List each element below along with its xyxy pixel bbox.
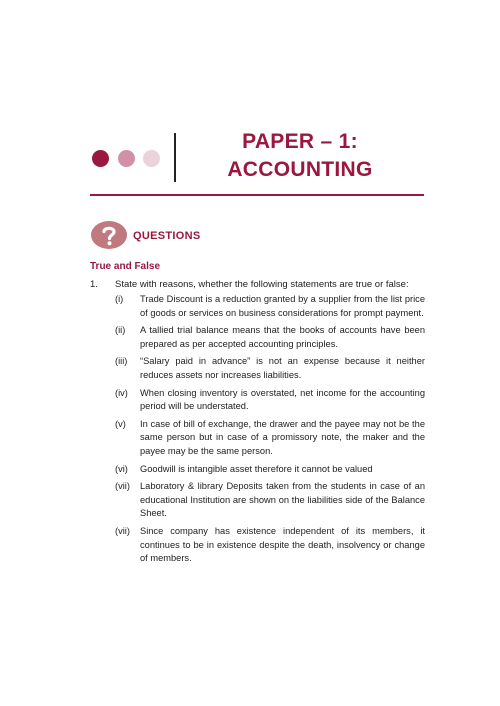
item-text: Trade Discount is a reduction granted by a supplier from the list price of goods or services on business considerations for prompt payment. [140,294,425,318]
question-mark-icon [90,220,128,250]
page-header [0,0,500,200]
light-dot-icon [143,150,160,167]
item-numeral: (v) [115,418,126,429]
list-item [115,418,425,459]
item-text: When closing inventory is overstated, net income for the accounting period will be understated. [140,387,425,412]
question-prompt: State with reasons, whether the following statements are true or false: [115,279,409,290]
item-text: In case of bill of exchange, the drawer and the payee may not be the same person but in case of a promissory note, the maker and the payee may be the same person. [140,418,425,456]
section-heading: True and False [90,261,161,272]
header-rule [90,194,424,196]
list-item [115,525,425,566]
dark-dot-icon [92,150,109,167]
list-item [115,324,425,351]
list-item [115,355,425,382]
statement-list [115,293,425,570]
list-item [115,293,425,320]
item-numeral: (iii) [115,356,128,367]
item-text: Laboratory & library Deposits taken from the students in case of an educational Institution are shown on the liabilities side of the Balance Sheet. [140,481,425,519]
item-numeral: (vii) [115,525,130,536]
list-item [115,387,425,414]
item-numeral: (i) [115,294,124,304]
item-text: Since company has existence independent of its members, it continues to be in existence despite the death, insolvency or change of members. [140,525,425,564]
medium-dot-icon [118,150,135,167]
item-numeral: (vii) [115,481,130,492]
questions-label: QUESTIONS [133,230,201,242]
item-text: A tallied trial balance means that the books of accounts have been prepared as per accepted accounting principles. [140,325,425,349]
question-number: 1. [90,279,98,290]
item-text: Goodwill is intangible asset therefore it cannot be valued [140,463,373,474]
paper-title: PAPER – 1: [242,130,358,153]
item-text: “Salary paid in advance” is not an expense because it neither reduces assets nor increases liabilities. [140,356,425,380]
list-item [115,480,425,521]
subject-title: ACCOUNTING [227,158,373,181]
item-numeral: (iv) [115,387,128,398]
item-numeral: (ii) [115,325,126,336]
list-item [115,463,425,477]
vertical-divider [174,133,176,182]
item-numeral: (vi) [115,463,128,474]
